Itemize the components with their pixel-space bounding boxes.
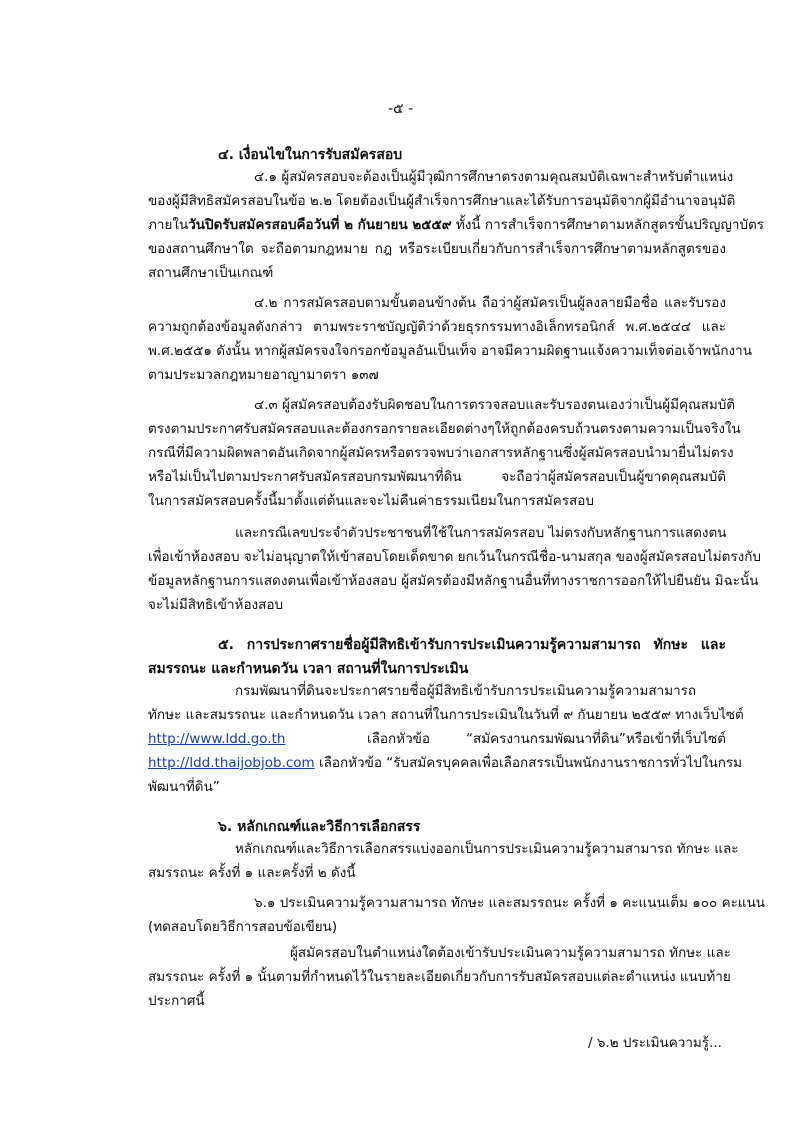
section-6-heading: ๖. หลักเกณฑ์และวิธีการเลือกสรร [218,819,421,835]
paragraph-line: เพื่อเข้าห้องสอบ จะไม่อนุญาตให้เข้าสอบโดยเด็ดขาด ยกเว้นในกรณีชื่อ-นามสกุล ของผู้สมัครสอบไม่ตรงกับ [148,549,761,565]
paragraph-line: ๔.๑ ผู้สมัครสอบจะต้องเป็นผู้มีวุฒิการศึกษาตรงตามคุณสมบัติเฉพาะสำหรับตำแหน่ง [254,169,734,185]
paragraph-line [148,730,285,749]
paragraph-line: หลักเกณฑ์และวิธีการเลือกสรรแบ่งออกเป็นการประเมินความรู้ความสามารถ ทักษะ และ [235,841,739,857]
paragraph-line: หรือไม่เป็นไปตามประกาศรับสมัครสอบกรมพัฒนาที่ดิน จะถือว่าผู้สมัครสอบเป็นผู้ขาดคุณสมบัติ [148,469,726,485]
section-5-heading-cont: สมรรถนะ และกำหนดวัน เวลา สถานที่ในการประเมิน [148,661,469,677]
paragraph-line: ภายในวันปิดรับสมัครสอบคือวันที่ ๒ กันยายน ๒๕๕๙ ทั้งนี้ การสำเร็จการศึกษาตามหลักสูตรขั้นปริญญาบัตร [148,217,765,233]
paragraph-line: พัฒนาที่ดิน” [148,779,220,795]
paragraph-line: เลือกหัวข้อ “สมัครงานกรมพัฒนาที่ดิน”หรือเข้าที่เว็บไซต์ [367,731,726,747]
paragraph-line: ตามประมวลกฎหมายอาญามาตรา ๑๓๗ [148,367,379,383]
paragraph-line: ตรงตามประกาศรับสมัครสอบและต้องกรอกรายละเอียดต่างๆให้ถูกต้องครบถ้วนตรงตามความเป็นจริงใน [148,421,741,437]
section-5-heading: ๕. การประกาศรายชื่อผู้มีสิทธิเข้ารับการประเมินความรู้ความสามารถ ทักษะ และ [218,637,726,653]
paragraph-line: ในการสมัครสอบครั้งนี้มาตั้งแต่ต้นและจะไม่คืนค่าธรรมเนียมในการสมัครสอบ [148,493,594,509]
paragraph-line: ของผู้มีสิทธิสมัครสอบในข้อ ๒.๒ โดยต้องเป็นผู้สำเร็จการศึกษาและได้รับการอนุมัติจากผู้มีอำนาจอนุมัติ [148,193,736,209]
paragraph-line: สถานศึกษาเป็นเกณฑ์ [148,265,274,281]
paragraph-line: กรณีที่มีความผิดพลาดอันเกิดจากผู้สมัครหรือตรวจพบว่าเอกสารหลักฐานซึ่งผู้สมัครสอบนำมายื่นไม่ตรง [148,445,734,461]
paragraph-line: ๔.๓ ผู้สมัครสอบต้องรับผิดชอบในการตรวจสอบและรับรองตนเองว่าเป็นผู้มีคุณสมบัติ [254,397,736,413]
ldd-website-link[interactable]: http://www.ldd.go.th [148,731,286,747]
paragraph-line: ของสถานศึกษาใด จะถือตามกฎหมาย กฎ หรือระเบียบเกี่ยวกับการสำเร็จการศึกษาตามหลักสูตรของ [148,241,726,257]
paragraph-line: สมรรถนะ ครั้งที่ ๑ นั้นตามที่กำหนดไว้ในรายละเอียดเกี่ยวกับการรับสมัครสอบแต่ละตำแหน่ง แนบท้าย [148,969,731,985]
deadline-emphasis: วันปิดรับสมัครสอบคือวันที่ ๒ กันยายน ๒๕๕๙ [188,217,452,233]
paragraph-line: (ทดสอบโดยวิธีการสอบข้อเขียน) [148,919,338,935]
paragraph-line: ๖.๑ ประเมินความรู้ความสามารถ ทักษะ และสมรรถนะ ครั้งที่ ๑ คะแนนเต็ม ๑๐๐ คะแนน [254,895,766,911]
page-number: -๕ - [388,101,414,117]
paragraph-line: จะไม่มีสิทธิเข้าห้องสอบ [148,597,284,613]
paragraph-line: ทักษะ และสมรรถนะ และกำหนดวัน เวลา สถานที่ในการประเมินในวันที่ ๙ กันยายน ๒๕๕๙ ทางเว็บไซต์ [148,707,744,723]
paragraph-line: ข้อมูลหลักฐานการแสดงตนเพื่อเข้าห้องสอบ ผู้สมัครต้องมีหลักฐานอื่นที่ทางราชการออกให้ไปยืนยัน มิฉะนั้น [148,573,759,589]
paragraph-line: ประกาศนี้ [148,993,205,1009]
continuation-note: / ๖.๒ ประเมินความรู้... [588,1035,722,1051]
section-4-heading: ๔. เงื่อนไขในการรับสมัครสอบ [218,147,403,163]
paragraph-line: ความถูกต้องข้อมูลดังกล่าว ตามพระราชบัญญัติว่าด้วยธุรกรรมทางอิเล็กทรอนิกส์ พ.ศ.๒๕๔๔ และ [148,319,726,335]
paragraph-line: http://ldd.thaijobjob.com เลือกหัวข้อ “รับสมัครบุคคลเพื่อเลือกสรรเป็นพนักงานราชการทั่วไปในกรม [148,755,743,771]
paragraph-line: พ.ศ.๒๕๕๑ ดังนั้น หากผู้สมัครจงใจกรอกข้อมูลอันเป็นเท็จ อาจมีความผิดฐานแจ้งความเท็จต่อเจ้าพนักงาน [148,343,752,359]
paragraph-line: ผู้สมัครสอบในตำแหน่งใดต้องเข้ารับประเมินความรู้ความสามารถ ทักษะ และ [290,945,731,961]
paragraph-line: กรมพัฒนาที่ดินจะประกาศรายชื่อผู้มีสิทธิเข้ารับการประเมินความรู้ความสามารถ [235,683,697,699]
paragraph-line: สมรรถนะ ครั้งที่ ๑ และครั้งที่ ๒ ดังนี้ [148,865,356,881]
thaijobjob-link[interactable]: http://ldd.thaijobjob.com [148,755,315,771]
paragraph-line: และกรณีเลขประจำตัวประชาชนที่ใช้ในการสมัครสอบ ไม่ตรงกับหลักฐานการแสดงตน [235,525,727,541]
paragraph-line: ๔.๒ การสมัครสอบตามขั้นตอนข้างต้น ถือว่าผู้สมัครเป็นผู้ลงลายมือชื่อ และรับรอง [254,295,726,311]
